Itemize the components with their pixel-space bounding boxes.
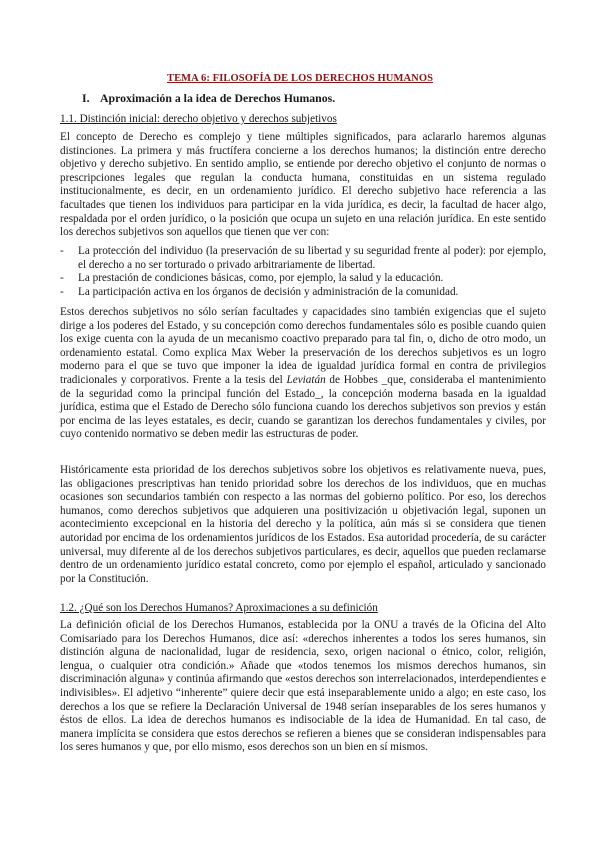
leviatan-italic: Leviatán [286, 373, 326, 386]
paragraph-2-part-b: de Hobbes _que, consideraba el mantenimiento de la seguridad como la principal función del Estado_, la concepción moderna basada en la igualdad jurídica, estima que el Estado de Derecho sólo funciona cuando los derechos subjetivos son previos y están por encima de las leyes estatales, es decir, cuando se garantizan los derechos fundamentales y civiles, por cuyo contenido normativo se deben medir las estructuras de poder. [60, 373, 546, 441]
bullet-list [60, 245, 546, 299]
list-item: - La protección del individuo (la preservación de su libertad y su seguridad frente al poder): por ejemplo, el derecho a no ser torturado o privado arbitrariamente de libertad. [60, 245, 546, 272]
section-number: I. [82, 91, 90, 105]
subsection-heading-1-1: 1.1. Distinción inicial: derecho objetivo y derechos subjetivos [60, 113, 337, 125]
section-heading [82, 92, 335, 106]
paragraph-4: La definición oficial de los Derechos Humanos, establecida por la ONU a través de la Oficina del Alto Comisariado para los Derechos Humanos, dice así: «derechos inherentes a todos los seres humanos, sin distinción alguna de nacionalidad, lugar de residencia, sexo, origen nacional o étnico, color, religión, lengua, o cualquier otra condición.» Añade que «todos tenemos los mismos derechos humanos, sin discriminación alguna» y continúa afirmando que «estos derechos son interrelacionados, interdependientes e indivisibles». El adjetivo “inherente” quiere decir que está inseparablemente unido a algo; en este caso, los derechos a los que se refiere la Declaración Universal de 1948 serían inseparables de los seres humanos y éstos de ellos. La idea de derechos humanos es indisociable de la idea de Humanidad. En tal caso, de manera implícita se considera que estos derechos se refieren a bienes que se consideran indispensables para los seres humanos y que, por ello mismo, esos derechos son un bien en sí mismos. [60, 619, 546, 754]
list-item: - La participación activa en los órganos de decisión y administración de la comunidad. [60, 286, 546, 300]
paragraph-2-part-a: Estos derechos subjetivos no sólo serían facultades y capacidades sino también exigencias que el sujeto dirige a los poderes del Estado, y su concepción como derechos fundamentales sólo es posible cuando quien los exige cuenta con la ayuda de un mecanismo coactivo preparado para tal fin, o, dicho de otro modo, un ordenamiento estatal. Como explica Max Weber la preservación de los derechos subjetivos es un logro moderno para el que se tuvo que imponer la idea de igualdad jurídica formal en contra de privilegios tradicionales y corporativos. Frente a la tesis del [60, 306, 546, 386]
list-item: - La prestación de condiciones básicas, como, por ejemplo, la salud y la educación. [60, 272, 546, 286]
paragraph-1: El concepto de Derecho es complejo y tiene múltiples significados, para aclararlo haremos algunas distinciones. La primera y más fructífera concierne a los derechos humanos; la distinción entre derecho objetivo y derecho subjetivo. En sentido amplio, se entiende por derecho objetivo el conjunto de normas o prescripciones legales que regulan la conducta humana, constituidas en un sistema regulado institucionalmente, es decir, en un ordenamiento jurídico. El derecho subjetivo hace referencia a las facultades que tienen los individuos para participar en la vida jurídica, es decir, la facultad de hacer algo, respaldada por el orden jurídico, o la posición que ocupa un sujeto en una relación jurídica. En este sentido los derechos subjetivos son aquellos que tienen que ver con: [60, 131, 546, 239]
subsection-heading-1-2: 1.2. ¿Qué son los Derechos Humanos? Aproximaciones a su definición [60, 602, 378, 614]
paragraph-3: Históricamente esta prioridad de los derechos subjetivos sobre los objetivos es relativamente nueva, pues, las obligaciones prescriptivas han tenido prioridad sobre los derechos de los individuos, que en muchas ocasiones son secundarios también con respecto a las normas del gobierno político. Por eso, los derechos humanos, como derechos subjetivos que adquieren una positivización u objetivación legal, suponen un acontecimiento excepcional en la historia del derecho y la política, aún más si se considera que tienen autoridad por encima de los ordenamientos jurídicos de los Estados. Esa autoridad procedería, de su carácter universal, muy diferente al de los derechos subjetivos particulares, es decir, aquellos que pueden reclamarse dentro de un ordenamiento jurídico estatal concreto, como por ejemplo el español, articulado y sancionado por la Constitución. [60, 464, 546, 585]
section-heading-text: Aproximación a la idea de Derechos Humanos. [100, 91, 336, 105]
paragraph-2 [60, 306, 546, 442]
document-title: TEMA 6: FILOSOFÍA DE LOS DERECHOS HUMANOS [166, 73, 434, 84]
